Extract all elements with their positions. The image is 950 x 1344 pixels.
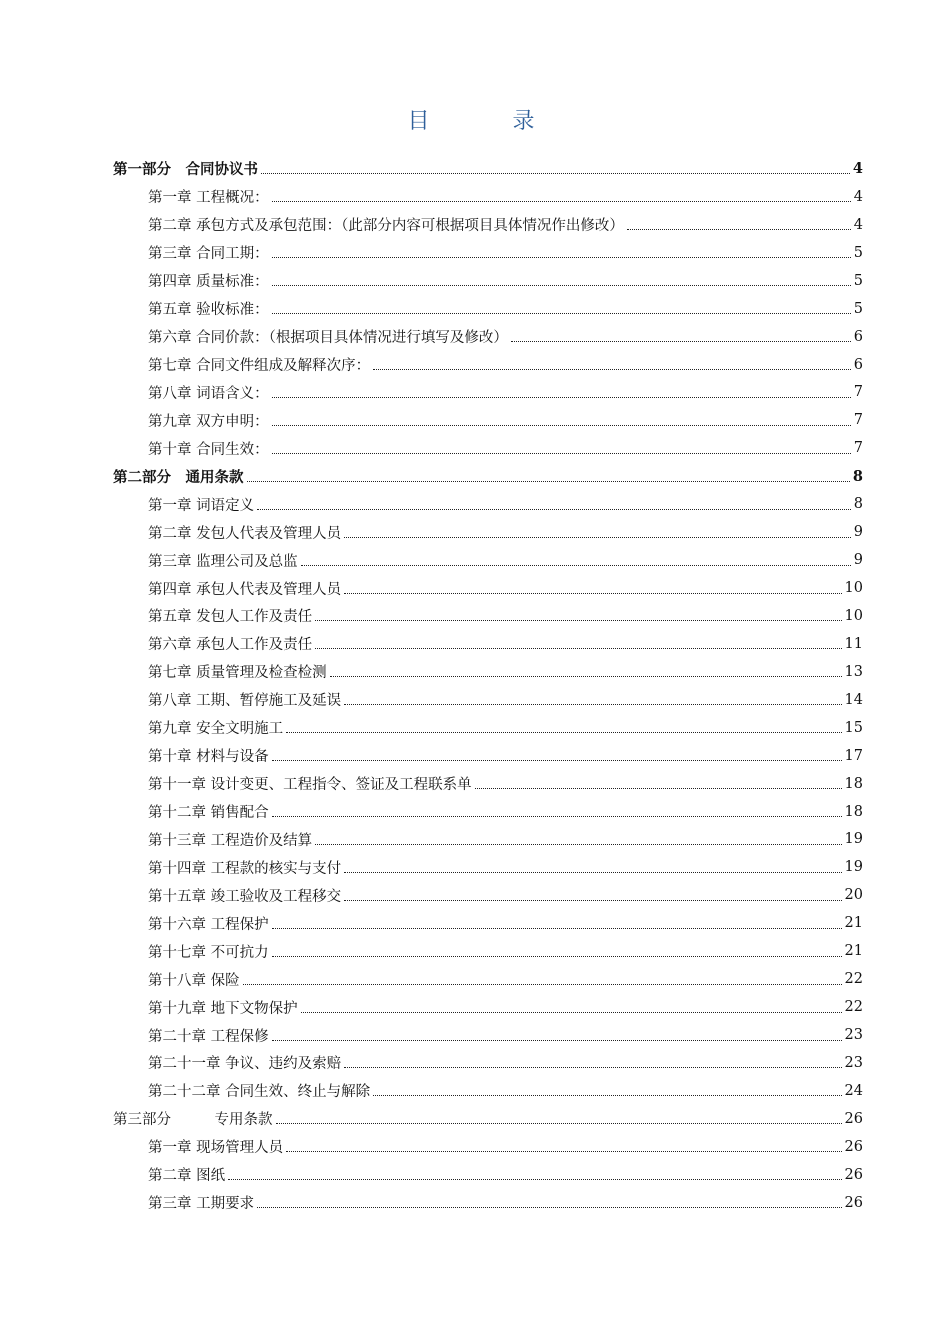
toc-page-number: 18 (844, 775, 863, 792)
toc-page-number: 10 (844, 607, 863, 624)
dot-leader (344, 593, 841, 594)
toc-chapter-entry[interactable] (113, 183, 863, 211)
toc-page-number: 23 (844, 1054, 863, 1071)
toc-chapter-entry[interactable] (113, 798, 863, 826)
toc-page-number: 14 (844, 691, 863, 708)
toc-entry-label: 第十四章 工程款的核实与支付 (148, 860, 342, 877)
toc-chapter-entry[interactable] (113, 714, 863, 742)
toc-page-number: 7 (853, 384, 863, 401)
dot-leader (272, 760, 842, 761)
toc-chapter-entry[interactable] (113, 686, 863, 714)
toc-chapter-entry[interactable] (113, 406, 863, 434)
toc-page-number: 6 (853, 356, 863, 373)
dot-leader (272, 397, 851, 398)
toc-entry-label: 第十五章 竣工验收及工程移交 (148, 888, 342, 905)
dot-leader (272, 956, 842, 957)
toc-chapter-entry[interactable] (113, 993, 863, 1021)
toc-entry-label: 第六章 承包人工作及责任 (148, 637, 313, 654)
toc-entry-label: 第二章 承包方式及承包范围：（此部分内容可根据项目具体情况作出修改） (148, 218, 624, 235)
toc-page-number: 21 (844, 943, 863, 960)
dot-leader (272, 816, 842, 817)
toc-entry-label: 第十六章 工程保护 (148, 916, 269, 933)
toc-entry-label: 第十章 材料与设备 (148, 749, 269, 766)
toc-chapter-entry[interactable] (113, 658, 863, 686)
dot-leader (257, 1207, 841, 1208)
dot-leader (344, 900, 841, 901)
toc-page-number: 10 (844, 580, 863, 597)
dot-leader (344, 537, 851, 538)
dot-leader (511, 341, 851, 342)
toc-chapter-entry[interactable] (113, 239, 863, 267)
toc-entry-label: 第九章 双方申明： (148, 413, 269, 430)
toc-entry-label: 第十三章 工程造价及结算 (148, 832, 313, 849)
toc-page-number: 15 (844, 719, 863, 736)
toc-entry-label: 第二十一章 争议、违约及索赔 (148, 1056, 342, 1073)
dot-leader (286, 1151, 841, 1152)
toc-entry-label: 第二十二章 合同生效、终止与解除 (148, 1084, 371, 1101)
toc-page-number: 6 (853, 328, 863, 345)
toc-entry-label: 第五章 验收标准： (148, 302, 269, 319)
toc-chapter-entry[interactable] (113, 267, 863, 295)
toc-chapter-entry[interactable] (113, 770, 863, 798)
toc-chapter-entry[interactable] (113, 909, 863, 937)
toc-entry-label: 第一章 词语定义 (148, 497, 255, 514)
toc-chapter-entry[interactable] (113, 295, 863, 323)
toc-entry-label: 第三章 工期要求 (148, 1196, 255, 1213)
toc-chapter-entry[interactable] (113, 211, 863, 239)
toc-page-number: 5 (853, 244, 863, 261)
toc-part-entry[interactable] (113, 462, 863, 490)
dot-leader (315, 844, 841, 845)
toc-title: 目 录 (407, 109, 573, 134)
toc-page-number: 19 (844, 859, 863, 876)
toc-page-number: 8 (852, 467, 863, 485)
dot-leader (272, 313, 851, 314)
toc-page-number: 26 (844, 1166, 863, 1183)
toc-chapter-entry[interactable] (113, 379, 863, 407)
toc-chapter-entry[interactable] (113, 1021, 863, 1049)
toc-page-number: 5 (853, 272, 863, 289)
toc-chapter-entry[interactable] (113, 1049, 863, 1077)
toc-entry-label: 第四章 质量标准： (148, 274, 269, 291)
toc-entry-label: 第二章 图纸 (148, 1168, 226, 1185)
toc-entry-label: 第七章 合同文件组成及解释次序： (148, 358, 371, 375)
toc-chapter-entry[interactable] (113, 434, 863, 462)
dot-leader (257, 509, 851, 510)
toc-page-number: 26 (844, 1194, 863, 1211)
toc-chapter-entry[interactable] (113, 853, 863, 881)
toc-page-number: 4 (853, 188, 863, 205)
toc-page-number: 8 (853, 496, 863, 513)
toc-page-number: 7 (853, 412, 863, 429)
toc-entry-label: 第二十章 工程保修 (148, 1028, 269, 1045)
dot-leader (272, 425, 851, 426)
toc-chapter-entry[interactable] (113, 602, 863, 630)
toc-page-number: 9 (853, 524, 863, 541)
toc-entry-label: 第一部分 合同协议书 (113, 161, 258, 179)
dot-leader (373, 369, 851, 370)
toc-chapter-entry[interactable] (113, 826, 863, 854)
toc-entry-label: 第十一章 设计变更、工程指令、签证及工程联系单 (148, 777, 472, 794)
dot-leader (272, 928, 842, 929)
dot-leader (344, 1067, 841, 1068)
toc-entry-label: 第六章 合同价款：（根据项目具体情况进行填写及修改） (148, 330, 508, 347)
toc-chapter-entry[interactable] (113, 1189, 863, 1217)
toc-entry-label: 第三章 监理公司及总监 (148, 553, 298, 570)
toc-page-number: 17 (844, 747, 863, 764)
toc-entry-label: 第三部分 专用条款 (113, 1112, 273, 1129)
toc-chapter-entry[interactable] (113, 1077, 863, 1105)
toc-entry-label: 第一章 现场管理人员 (148, 1140, 284, 1157)
toc-entry-label: 第十二章 销售配合 (148, 805, 269, 822)
toc-page-number: 4 (852, 160, 863, 178)
toc-entry-label: 第四章 承包人代表及管理人员 (148, 581, 342, 598)
dot-leader (330, 676, 842, 677)
toc-chapter-entry[interactable] (113, 351, 863, 379)
dot-leader (373, 1095, 841, 1096)
toc-chapter-entry[interactable] (113, 1133, 863, 1161)
toc-entry-label: 第一章 工程概况： (148, 190, 269, 207)
toc-chapter-entry[interactable] (113, 518, 863, 546)
toc-chapter-entry[interactable] (113, 490, 863, 518)
toc-chapter-entry[interactable] (113, 630, 863, 658)
toc-page-number: 21 (844, 915, 863, 932)
toc-page-number: 13 (844, 663, 863, 680)
dot-leader (272, 201, 851, 202)
toc-entry-label: 第二章 发包人代表及管理人员 (148, 525, 342, 542)
dot-leader (315, 620, 841, 621)
dot-leader (243, 984, 842, 985)
dot-leader (301, 1012, 842, 1013)
toc-chapter-entry[interactable] (113, 937, 863, 965)
toc-page-number: 22 (844, 999, 863, 1016)
toc-part-entry[interactable] (113, 1105, 863, 1133)
dot-leader (228, 1179, 841, 1180)
toc-chapter-entry[interactable] (113, 546, 863, 574)
toc-chapter-entry[interactable] (113, 965, 863, 993)
dot-leader (276, 1123, 842, 1124)
dot-leader (475, 788, 842, 789)
toc-entry-label: 第十八章 保险 (148, 972, 240, 989)
toc-page-number: 22 (844, 971, 863, 988)
toc-entry-label: 第九章 安全文明施工 (148, 721, 284, 738)
dot-leader (272, 1040, 842, 1041)
toc-part-entry[interactable] (113, 155, 863, 183)
dot-leader (315, 648, 841, 649)
dot-leader (286, 732, 841, 733)
toc-page-number: 7 (853, 440, 863, 457)
toc-page-number: 24 (844, 1082, 863, 1099)
dot-leader (261, 173, 850, 174)
toc-page-number: 26 (844, 1110, 863, 1127)
toc-chapter-entry[interactable] (113, 742, 863, 770)
dot-leader (247, 481, 850, 482)
toc-entry-label: 第十九章 地下文物保护 (148, 1000, 298, 1017)
toc-page-number: 4 (853, 216, 863, 233)
toc-chapter-entry[interactable] (113, 881, 863, 909)
dot-leader (272, 285, 851, 286)
toc-entry-label: 第二部分 通用条款 (113, 468, 244, 486)
toc-entry-label: 第十七章 不可抗力 (148, 944, 269, 961)
toc-entry-label: 第八章 词语含义： (148, 385, 269, 402)
toc-entry-label: 第五章 发包人工作及责任 (148, 609, 313, 626)
dot-leader (272, 257, 851, 258)
toc-entry-label: 第三章 合同工期： (148, 246, 269, 263)
toc-page-number: 9 (853, 552, 863, 569)
toc-entry-label: 第八章 工期、暂停施工及延误 (148, 693, 342, 710)
toc-page-number: 18 (844, 803, 863, 820)
toc-page-number: 5 (853, 300, 863, 317)
toc-page-number: 19 (844, 831, 863, 848)
toc-page-number: 11 (844, 635, 863, 652)
toc-chapter-entry[interactable] (113, 323, 863, 351)
toc-chapter-entry[interactable] (113, 1161, 863, 1189)
dot-leader (301, 565, 851, 566)
dot-leader (344, 872, 841, 873)
toc-entry-label: 第十章 合同生效： (148, 441, 269, 458)
toc-entry-label: 第七章 质量管理及检查检测 (148, 665, 327, 682)
toc-page-number: 20 (844, 887, 863, 904)
toc-page-number: 26 (844, 1138, 863, 1155)
table-of-contents (113, 155, 863, 1217)
dot-leader (272, 453, 851, 454)
dot-leader (627, 229, 851, 230)
toc-page-number: 23 (844, 1027, 863, 1044)
toc-chapter-entry[interactable] (113, 574, 863, 602)
dot-leader (344, 704, 841, 705)
